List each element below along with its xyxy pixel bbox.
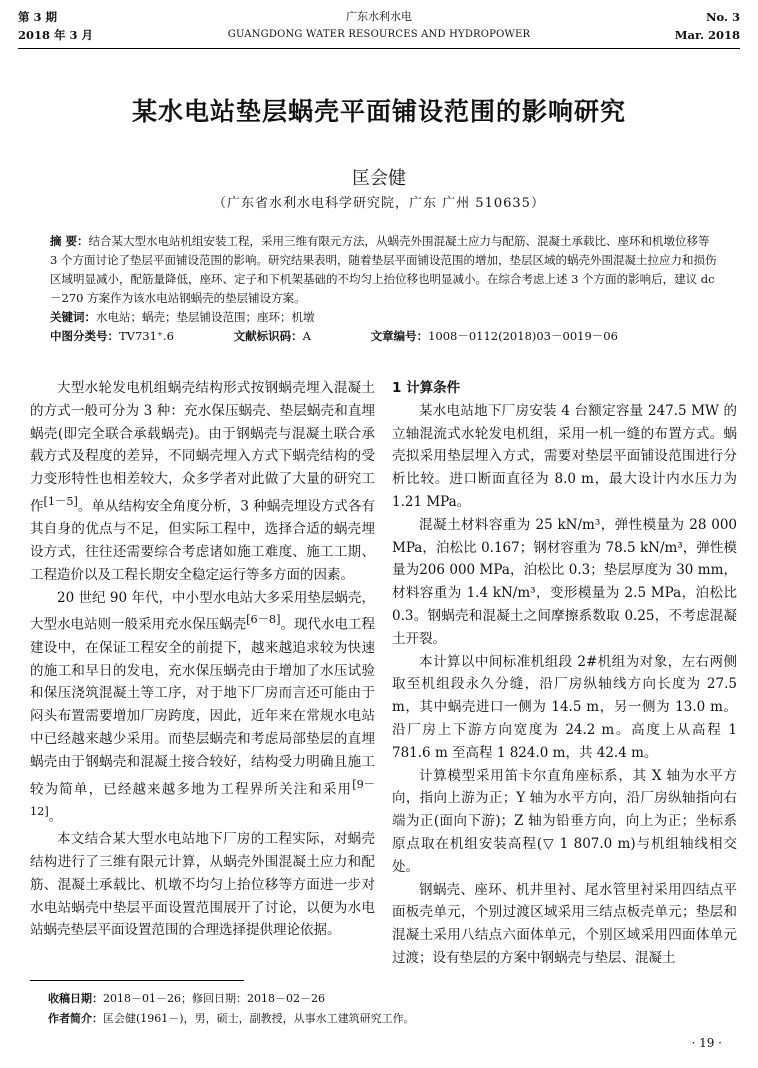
clc: 中图分类号：TV731⁺.6 [50, 329, 174, 343]
paragraph: 大型水轮发电机组蜗壳结构形式按钢蜗壳埋入混凝土的方式一般可分为 3 种：充水保压蜗壳、垫层蜗壳和直埋蜗壳(即完全联合承载蜗壳)。由于钢蜗壳与混凝土联合承载方式及程度的差异，不同蜗壳埋入方式下蜗壳结构的受力变形特性也相差较大，众多学者对此做了大量的研究工作[1－5]。单从结构安全角度分析，3 种蜗壳埋设方式各有其自身的优点与不足，但实际工程中，选择合适的蜗壳埋设方式，往往还需要综合考虑诸如施工难度、施工工期、工程造价以及工程长期安全稳定运行等多方面的因素。 [30, 380, 376, 583]
paragraph: 混凝土材料容重为 25 kN/m³，弹性模量为 28 000 MPa，泊松比 0.167；钢材容重为 78.5 kN/m³，弹性模量为206 000 MPa，泊松比 0.3；垫层厚度为 30 mm，材料容重为 1.4 kN/m³，变形模量为 2.5 MPa，泊松比 0.3。钢蜗壳和混凝土之间摩擦系数取 0.25，不考虑混凝土开裂。 [392, 516, 737, 647]
issue-cn: 第 3 期 [18, 10, 58, 24]
journal-name-cn: 广东水利水电 [346, 10, 412, 23]
paragraph: 本文结合某大型水电站地下厂房的工程实际，对蜗壳结构进行了三维有限元计算，从蜗壳外围混凝土应力和配筋、混凝土承载比、机墩不均匀上抬位移等方面进一步对水电站蜗壳中垫层平面设置范围展开了讨论，以便为水电站蜗壳垫层平面设置范围的合理选择提供理论依据。 [30, 831, 375, 939]
date-en: Mar. 2018 [674, 28, 740, 42]
keywords-label: 关键词： [50, 310, 96, 324]
doc-code: 文献标识码：A [233, 329, 311, 343]
paragraph: 20 世纪 90 年代，中小型水电站大多采用垫层蜗壳，大型水电站则一般采用充水保压蜗壳[6－8]。现代水电工程建设中，在保证工程安全的前提下，越来越追求较为快速的施工和早日的发电，充水保压蜗壳由于增加了水压试验和保压浇筑混凝土等工序，对于地下厂房而言还可能由于闷头布置需要增加厂房跨度，因此，近年来在常规水电站中已经越来越少采用。而垫层蜗壳和考虑局部垫层的直埋蜗壳由于钢蜗壳和混凝土接合较好，结构受力明确且施工较为简单，已经越来越多地为工程界所关注和采用[9－12]。 [30, 589, 376, 825]
paper-title: 某水电站垫层蜗壳平面铺设范围的影响研究 [131, 97, 626, 126]
header-center [18, 8, 740, 44]
section-heading: 1 计算条件 [392, 380, 461, 396]
keywords [50, 308, 718, 327]
paragraph: 某水电站地下厂房安装 4 台额定容量 247.5 MW 的立轴混流式水轮发电机组，采用一机一缝的布置方式。蜗壳拟采用垫层埋入方式，需要对垫层平面铺设范围进行分析比较。进口断面直径为 8.0 m，最大设计内水压力为 1.21 MPa。 [392, 402, 737, 510]
footnote-dates: 收稿日期：2018－01－26；修回日期：2018－02－26 [48, 992, 325, 1005]
article-number: 文章编号：1008－0112(2018)03－0019－06 [370, 329, 618, 343]
footnote-rule [30, 980, 244, 981]
paragraph: 本计算以中间标准机组段 2#机组为对象，左右两侧取至机组段永久分缝，沿厂房纵轴线方向长度为 27.5 m，其中蜗壳进口一侧为 14.5 m，另一侧为 13.0 m。沿厂房上下游方向宽度为 24.2 m。高度上从高程 1 781.6 m 至高程 1 824.0 m，共 42.4 m。 [392, 653, 737, 761]
running-header [18, 4, 740, 49]
citation: [9－12] [30, 777, 375, 818]
abstract-block [50, 232, 718, 346]
keywords-text: 水电站；蜗壳；垫层铺设范围；座环；机墩 [96, 310, 315, 324]
header-right [675, 8, 740, 44]
left-column [30, 377, 375, 942]
classification-line [50, 327, 718, 346]
date-cn: 2018 年 3 月 [18, 28, 94, 42]
journal-name-en: GUANGDONG WATER RESOURCES AND HYDROPOWER [227, 29, 531, 40]
citation: [1－5] [43, 494, 78, 508]
abstract-text: 结合某大型水电站机组安装工程，采用三维有限元方法，从蜗壳外围混凝土应力与配筋、混凝土承载比、座环和机墩位移等 3 个方面讨论了垫层平面铺设范围的影响。研究结果表明，随着垫层平面铺设范围的增加，垫层区域的蜗壳外围混凝土拉应力和损伤区域明显减小，配筋量降低，座环、定子和下机架基础的不均匀上抬位移也明显减小。在综合考虑上述 3 个方面的影响后，建议 dc－270 方案作为该水电站钢蜗壳的垫层铺设方案。 [50, 234, 717, 305]
issue-en: No. 3 [706, 10, 740, 24]
affiliation: （广东省水利水电科学研究院，广东 广州 510635） [213, 196, 545, 211]
abstract-label: 摘 要： [50, 234, 89, 248]
footnote-author-bio: 作者简介：匡会健(1961－)，男，硕士，副教授，从事水工建筑研究工作。 [48, 1012, 415, 1025]
author-name: 匡会健 [352, 168, 406, 189]
citation: [6－8] [246, 613, 281, 627]
page-number: · 19 · [691, 1036, 722, 1050]
right-column [392, 377, 737, 970]
paragraph: 计算模型采用笛卡尔直角座标系，其 X 轴为水平方向，指向上游为正；Y 轴为水平方向，沿厂房纵轴指向右端为正(面向下游)；Z 轴为铅垂方向，向上为正；坐标系原点取在机组安装高程(▽ 1 807.0 m)与机组轴线相交处。 [392, 767, 737, 875]
paragraph: 钢蜗壳、座环、机井里衬、尾水管里衬采用四结点平面板壳单元，个别过渡区域采用三结点板壳单元；垫层和混凝土采用八结点六面体单元，个别区域采用四面体单元过渡；设有垫层的方案中钢蜗壳与垫层、混凝土 [392, 881, 737, 966]
abstract [50, 232, 718, 308]
